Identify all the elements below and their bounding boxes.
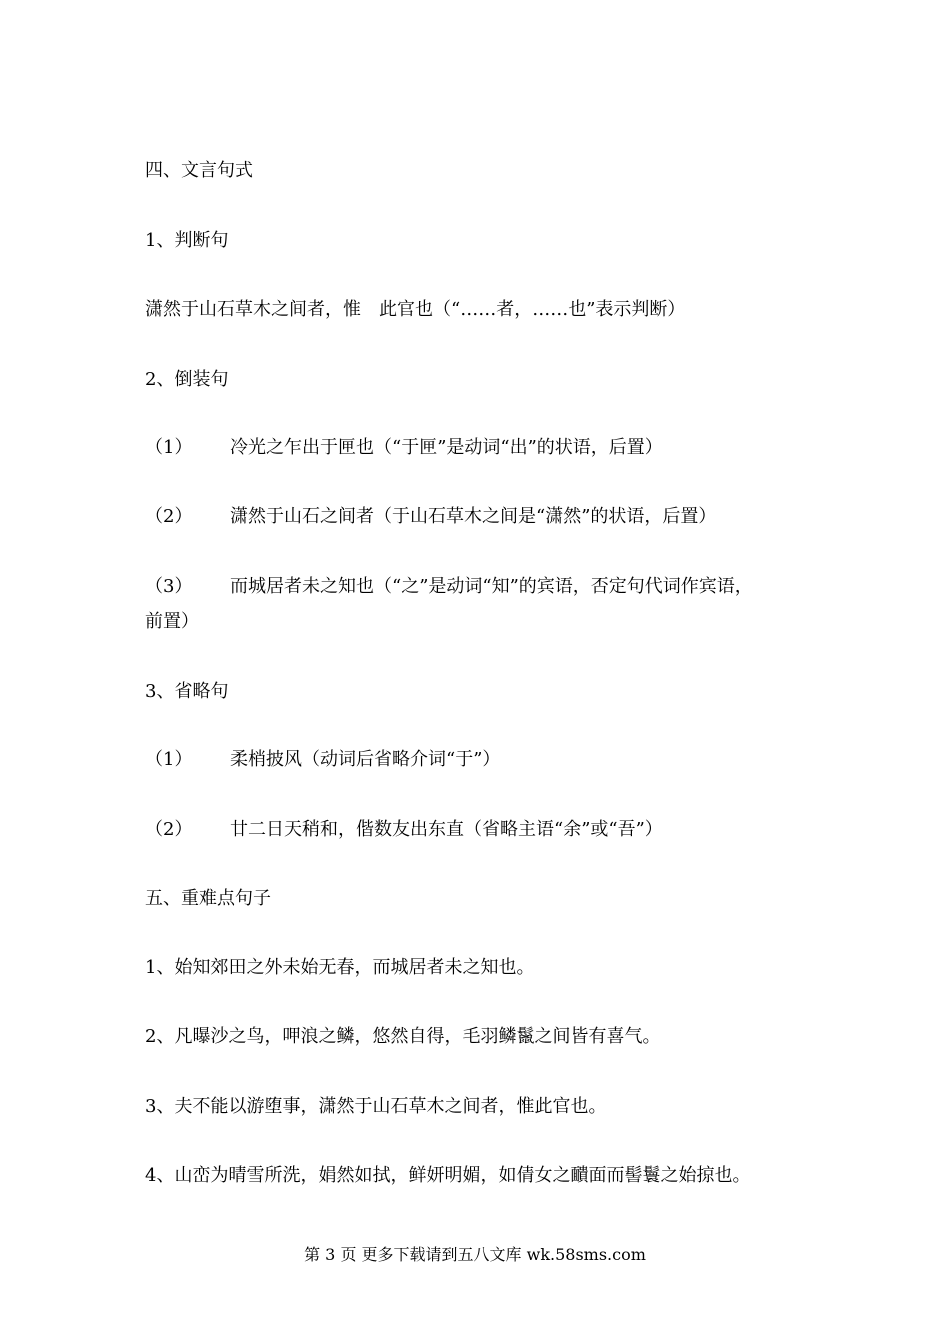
section-heading-sentence-patterns: 四、文言句式 bbox=[145, 160, 253, 181]
key-sentence-3: 3、夫不能以游堕事，潇然于山石草木之间者，惟此官也。 bbox=[145, 1096, 607, 1117]
judgement-example: 潇然于山石草木之间者，惟 此官也（“……者，……也”表示判断） bbox=[145, 299, 686, 320]
page-footer: 第 3 页 更多下载请到五八文库 wk.58sms.com bbox=[304, 1245, 646, 1264]
key-sentence-2: 2、凡曝沙之鸟，呷浪之鳞，悠然自得，毛羽鳞鬣之间皆有喜气。 bbox=[145, 1026, 661, 1047]
inversion-item-1-text: 冷光之乍出于匣也（“于匣”是动词“出”的状语，后置） bbox=[230, 437, 663, 458]
inversion-item-2-text: 潇然于山石之间者（于山石草木之间是“潇然”的状语，后置） bbox=[230, 506, 717, 527]
inversion-item-3-text: 而城居者未之知也（“之”是动词“知”的宾语，否定句代词作宾语， bbox=[230, 576, 753, 597]
inversion-item-2-number: （2） bbox=[145, 506, 193, 527]
ellipsis-item-1-number: （1） bbox=[145, 749, 193, 770]
ellipsis-item-2-number: （2） bbox=[145, 819, 193, 840]
key-sentence-1: 1、始知郊田之外未始无春，而城居者未之知也。 bbox=[145, 957, 535, 978]
ellipsis-item-2-text: 廿二日天稍和，偕数友出东直（省略主语“余”或“吾”） bbox=[230, 819, 663, 840]
key-sentence-4: 4、山峦为晴雪所洗，娟然如拭，鲜妍明媚，如倩女之靧面而髻鬟之始掠也。 bbox=[145, 1165, 751, 1186]
subheading-inversion-sentence: 2、倒装句 bbox=[145, 369, 229, 390]
inversion-item-3-continuation: 前置） bbox=[145, 611, 199, 632]
inversion-item-3-number: （3） bbox=[145, 576, 193, 597]
subheading-judgement-sentence: 1、判断句 bbox=[145, 230, 229, 251]
subheading-ellipsis-sentence: 3、省略句 bbox=[145, 681, 229, 702]
ellipsis-item-1-text: 柔梢披风（动词后省略介词“于”） bbox=[230, 749, 501, 770]
inversion-item-1-number: （1） bbox=[145, 437, 193, 458]
section-heading-key-sentences: 五、重难点句子 bbox=[145, 888, 271, 909]
